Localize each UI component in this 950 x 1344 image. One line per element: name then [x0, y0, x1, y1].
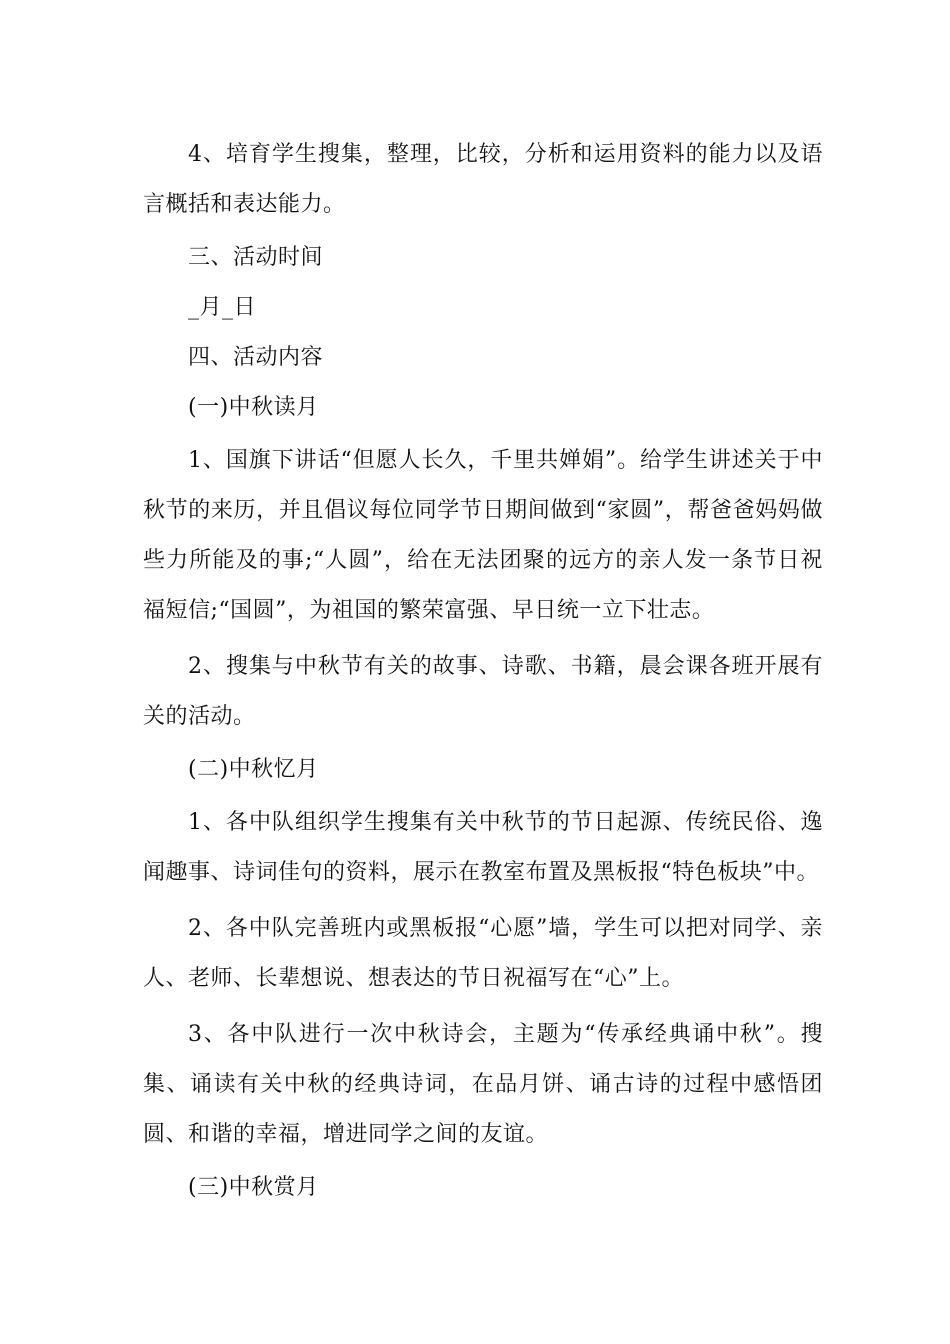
document-body	[143, 130, 823, 1216]
subheading-reading-moon: (一)中秋读月	[188, 395, 319, 420]
paragraph-wish-wall: 2、各中队完善班内或黑板报“心愿”墙，学生可以把对同学、亲人、老师、长辈想说、想表达的节日祝福写在“心”上。	[143, 916, 823, 991]
subheading-recalling-moon: (二)中秋忆月	[188, 757, 319, 782]
subheading-admiring-moon: (三)中秋赏月	[188, 1175, 319, 1200]
paragraph-ability-training: 4、培育学生搜集，整理，比较，分析和运用资料的能力以及语言概括和表达能力。	[143, 142, 823, 217]
section-heading-activity-content: 四、活动内容	[188, 345, 324, 370]
activity-date: _月_日	[188, 295, 257, 320]
paragraph-flag-speech: 1、国旗下讲话“但愿人长久，千里共婵娟”。给学生讲述关于中秋节的来历，并且倡议每位同学节日期间做到“家圆”，帮爸爸妈妈做些力所能及的事;“人圆”，给在无法团聚的远方的亲人发一条节日祝福短信;“国圆”，为祖国的繁荣富强、早日统一立下壮志。	[143, 448, 823, 623]
paragraph-squad-collect: 1、各中队组织学生搜集有关中秋节的节日起源、传统民俗、逸闻趣事、诗词佳句的资料，展示在教室布置及黑板报“特色板块”中。	[143, 810, 823, 885]
section-heading-activity-time: 三、活动时间	[188, 245, 324, 270]
paragraph-poetry-meeting: 3、各中队进行一次中秋诗会，主题为“传承经典诵中秋”。搜集、诵读有关中秋的经典诗词，在品月饼、诵古诗的过程中感悟团圆、和谐的幸福，增进同学之间的友谊。	[143, 1022, 823, 1147]
paragraph-collect-stories: 2、搜集与中秋节有关的故事、诗歌、书籍，晨会课各班开展有关的活动。	[143, 654, 823, 729]
